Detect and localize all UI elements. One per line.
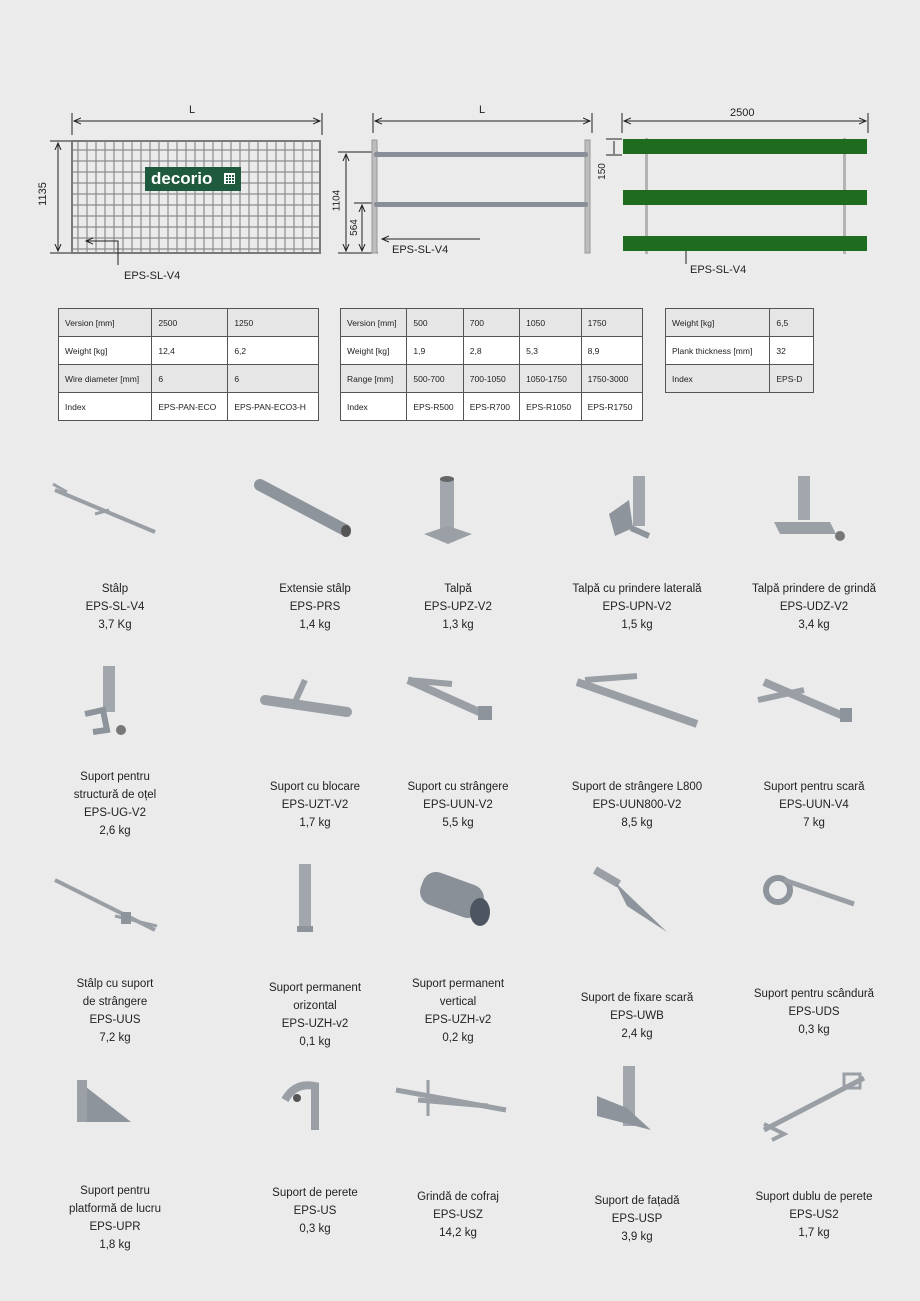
product-caption: Stâlp cu suport de strângere EPS-UUS 7,2 kg (76, 978, 154, 1044)
product-caption: Suport pentru scară EPS-UUN-V4 7 kg (763, 781, 865, 829)
table-cell: 2,8 (463, 337, 519, 365)
platform-bracket-icon (45, 1060, 185, 1150)
table-cell: EPS-PAN-ECO3-H (228, 393, 319, 421)
row-header-cell: Weight [kg] (59, 337, 152, 365)
row-header-cell: Version [mm] (59, 309, 152, 337)
beam-base-icon (744, 470, 884, 560)
product-caption: Suport permanent vertical EPS-UZH-v2 0,2 kg (411, 978, 505, 1044)
lock-support-icon (245, 660, 385, 750)
table-cell: 32 (770, 337, 814, 365)
product-caption: Suport dublu de perete EPS-US2 1,7 kg (755, 1191, 873, 1239)
product-card (729, 660, 899, 832)
rail-width-dim: L (479, 104, 486, 116)
product-caption: Suport de strângere L800 EPS-UUN800-V2 8,5 kg (571, 781, 703, 829)
plank-width-dim: 2500 (730, 107, 755, 119)
steel-support-icon (45, 660, 185, 750)
table-cell: 1250 (228, 309, 319, 337)
table-cell: 1050-1750 (520, 365, 581, 393)
plank-label: EPS-SL-V4 (690, 264, 747, 276)
table-cell: 1050 (520, 309, 581, 337)
table-cell: 500-700 (407, 365, 463, 393)
table-row (666, 337, 814, 365)
product-caption: Suport de perete EPS-US 0,3 kg (272, 1187, 358, 1235)
rail-drawing (338, 113, 592, 253)
row-header-cell: Plank thickness [mm] (666, 337, 770, 365)
table-cell: 1,9 (407, 337, 463, 365)
product-card (30, 1060, 200, 1254)
plank-gap-dim: 150 (596, 163, 608, 180)
product-caption: Grindă de cofraj EPS-USZ 14,2 kg (417, 1191, 499, 1239)
product-caption: Suport pentru structură de oțel EPS-UG-V2 2,6 kg (73, 771, 157, 837)
table-cell: 2500 (152, 309, 228, 337)
plank-drawing (606, 113, 868, 264)
product-caption: Talpă cu prindere laterală EPS-UPN-V2 1,5 kg (572, 583, 702, 631)
row-header-cell: Weight [kg] (666, 309, 770, 337)
clamp-support-icon (388, 660, 528, 750)
base-plate-icon (388, 470, 528, 560)
product-card (552, 660, 722, 832)
facade-support-icon (567, 1060, 707, 1150)
product-caption: Suport de fixare scară EPS-UWB 2,4 kg (580, 992, 694, 1040)
product-card (552, 860, 722, 1043)
product-caption: Suport cu blocare EPS-UZT-V2 1,7 kg (269, 781, 361, 829)
stair-support-icon (744, 660, 884, 750)
stair-fix-icon (567, 860, 707, 950)
row-header-cell: Index (341, 393, 407, 421)
panel-label: EPS-SL-V4 (124, 270, 181, 282)
product-caption: Stâlp EPS-SL-V4 3,7 Kg (85, 583, 145, 631)
logo-text: decorio (151, 169, 213, 188)
row-header-cell: Version [mm] (341, 309, 407, 337)
table-cell: 700 (463, 309, 519, 337)
table-cell: 12,4 (152, 337, 228, 365)
row-header-cell: Index (666, 365, 770, 393)
product-card (552, 1060, 722, 1246)
table-cell: EPS-R1050 (520, 393, 581, 421)
product-card (373, 470, 543, 634)
panel-spec-table (58, 308, 319, 421)
product-caption: Suport de fațadă EPS-USP 3,9 kg (594, 1195, 680, 1243)
plank-spec-table (665, 308, 814, 393)
product-card (729, 1060, 899, 1242)
table-row (341, 309, 643, 337)
product-caption: Suport pentru scândură EPS-UDS 0,3 kg (753, 988, 875, 1036)
logo-grid-icon (224, 173, 235, 184)
table-row (666, 365, 814, 393)
table-row (341, 337, 643, 365)
pole-extension-icon (245, 470, 385, 560)
table-row (59, 393, 319, 421)
rail-spec-table (340, 308, 643, 421)
side-base-icon (567, 470, 707, 560)
table-row (59, 337, 319, 365)
pole-clamp-icon (45, 860, 185, 950)
table-cell: 8,9 (581, 337, 642, 365)
row-header-cell: Range [mm] (341, 365, 407, 393)
table-cell: 6 (228, 365, 319, 393)
row-header-cell: Weight [kg] (341, 337, 407, 365)
product-caption: Suport permanent orizontal EPS-UZH-v2 0,1 kg (268, 982, 362, 1048)
table-cell: 1750 (581, 309, 642, 337)
long-clamp-icon (567, 660, 707, 750)
wall-bracket-icon (245, 1060, 385, 1150)
rail-height-dim: 1104 (331, 189, 343, 212)
product-caption: Suport pentru platformă de lucru EPS-UPR 1,8 kg (68, 1185, 162, 1251)
table-cell: EPS-R500 (407, 393, 463, 421)
table-row (341, 393, 643, 421)
formwork-beam-icon (388, 1060, 528, 1150)
product-card (30, 860, 200, 1047)
technical-drawings (0, 95, 920, 295)
product-caption: Talpă prindere de grindă EPS-UDZ-V2 3,4 kg (751, 583, 877, 631)
rail-low-dim: 564 (348, 219, 360, 236)
table-cell: 500 (407, 309, 463, 337)
plank-hook-icon (744, 860, 884, 950)
table-row (341, 365, 643, 393)
row-header-cell: Index (59, 393, 152, 421)
table-cell: 1750-3000 (581, 365, 642, 393)
table-cell: EPS-R700 (463, 393, 519, 421)
product-caption: Suport cu strângere EPS-UUN-V2 5,5 kg (407, 781, 509, 829)
double-wall-icon (744, 1060, 884, 1150)
product-card (373, 660, 543, 832)
horizontal-anchor-icon (245, 860, 385, 950)
product-card (552, 470, 722, 634)
product-caption: Extensie stâlp EPS-PRS 1,4 kg (279, 583, 351, 631)
pole-icon (45, 470, 185, 560)
table-cell: EPS-R1750 (581, 393, 642, 421)
table-cell: 6,2 (228, 337, 319, 365)
table-cell: 6,5 (770, 309, 814, 337)
product-card (729, 860, 899, 1039)
product-card (30, 470, 200, 634)
table-row (666, 309, 814, 337)
table-cell: 5,3 (520, 337, 581, 365)
panel-height-dim: 1135 (36, 182, 49, 206)
table-row (59, 365, 319, 393)
product-card (373, 1060, 543, 1242)
row-header-cell: Wire diameter [mm] (59, 365, 152, 393)
panel-width-dim: L (189, 104, 196, 116)
table-cell: EPS-D (770, 365, 814, 393)
product-card (30, 660, 200, 840)
table-cell: EPS-PAN-ECO (152, 393, 228, 421)
table-cell: 6 (152, 365, 228, 393)
table-row (59, 309, 319, 337)
table-cell: 700-1050 (463, 365, 519, 393)
vertical-anchor-icon (388, 860, 528, 950)
product-caption: Talpă EPS-UPZ-V2 1,3 kg (424, 583, 492, 631)
product-card (729, 470, 899, 634)
rail-label: EPS-SL-V4 (392, 244, 449, 256)
decorio-logo (145, 167, 241, 191)
product-card (373, 860, 543, 1047)
